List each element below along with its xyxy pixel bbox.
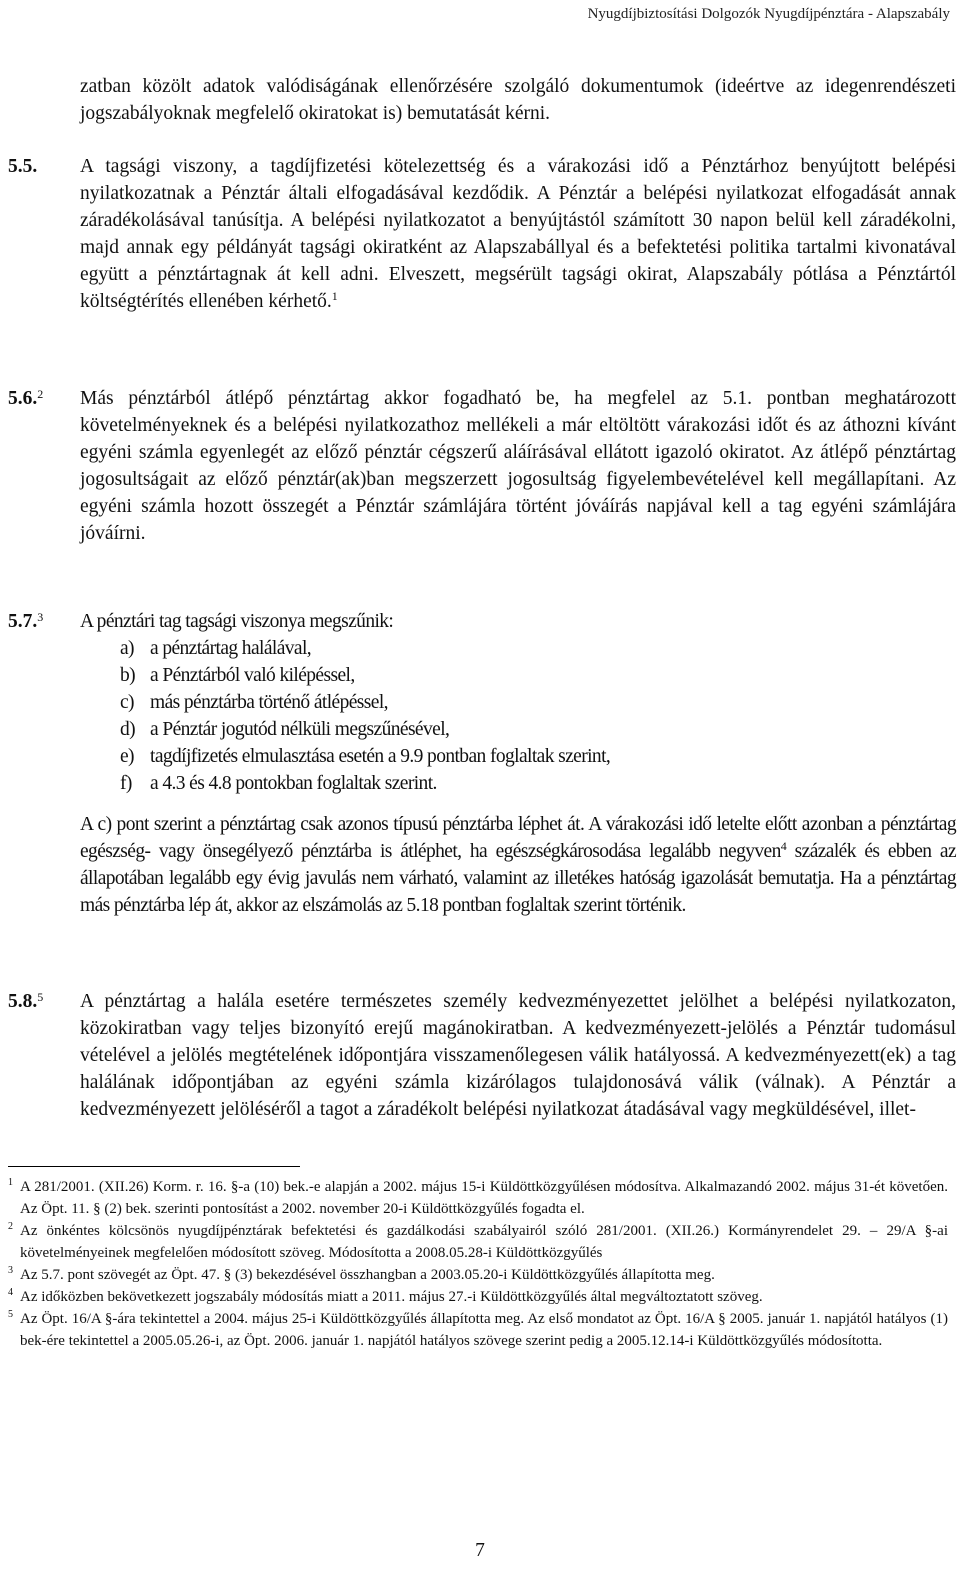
page-number: 7 — [475, 1540, 485, 1561]
list-item-label: c) — [120, 692, 134, 713]
list-item — [120, 716, 956, 743]
list-item-text: a pénztártag halálával, — [150, 638, 312, 659]
footnote-ref-1[interactable]: 1 — [331, 289, 338, 303]
section-5-5-text — [80, 153, 956, 315]
section-number-5-8 — [8, 988, 43, 1015]
list-item — [120, 770, 956, 797]
list-item-text: a Pénztár jogutód nélküli megszűnésével, — [150, 719, 450, 740]
section-5-7-intro: A pénztári tag tagsági viszonya megszűnik: — [80, 611, 394, 632]
footnote-text: A 281/2001. (XII.26) Korm. r. 16. §-a (10) bek.-e alapján a 2002. május 15-i Küldöttközgyűlésen módosítva. Alkalmazandó 2002. május 31-ét követően. Az Öpt. 11. § (2) bek. szerinti pontosítást a 2002. november 20-i Küldöttközgyűlés fogadta el. — [20, 1179, 948, 1217]
list-item-text: a 4.3 és 4.8 pontokban foglaltak szerint. — [150, 773, 437, 794]
section-5-8-text: A pénztártag a halála esetére természetes személy kedvezményezettet jelölhet a belépési nyilatkozaton, közokiratban vagy teljes bizonyító erejű magánokiratban. A kedvezményezett-jelölés a Pénztár tudomásul vételével a jelölés megtételének időpontjára visszamenőlegesen válik hatályossá. A kedvezményezett(ek) a tag halálának időpontjában az egyéni számla kizárólagos tulajdonosává válik (válnak). A Pénztár a kedvezményezett jelöléséről a tagot a záradékolt belépési nyilatkozat átadásával vagy megküldésével, illet- — [80, 991, 956, 1120]
list-item-label: a) — [120, 638, 134, 659]
footnote-ref-3[interactable]: 3 — [37, 610, 44, 624]
list-item-text: a Pénztárból való kilépéssel, — [150, 665, 355, 686]
list-item-label: e) — [120, 746, 134, 767]
running-header: Nyugdíjbiztosítási Dolgozók Nyugdíjpénztára - Alapszabály — [587, 6, 950, 22]
footnotes — [8, 1176, 948, 1352]
section-5-6-text: Más pénztárból átlépő pénztártag akkor fogadható be, ha megfelel az 5.1. pontban meghatározott követelményeknek és a belépési nyilatkozathoz mellékeli a már eltöltött várakozási időt és az áthozni kívánt egyéni számla egyenlegét az előző pénztár cégszerű aláírásával ellátott igazoló okiratot. Az átlépő pénztártag jogosultságait az előző pénztár(ak)ban megszerzett jogosultság figyelembevételével kell megállapítani. Az egyéni számla hozott összegét a Pénztár számlájára történt jóváírás napjával kell a tag egyéni számlájára jóváírni. — [80, 388, 956, 544]
section-number-text: 5.6. — [8, 388, 38, 409]
list-item — [120, 635, 956, 662]
footnote-number: 4 — [8, 1287, 13, 1298]
section-5-5-body: A tagsági viszony, a tagdíjfizetési kötelezettség és a várakozási idő a Pénztárhoz benyújtott belépési nyilatkozatnak a Pénztár általi elfogadásával kezdődik. A Pénztár a belépési nyilatkozat elfogadását annak záradékolásával tanúsítja. A belépési nyilatkozatot a benyújtástól számított 30 napon belül kell záradékolni, majd annak egy példányát tagsági okiratként az Alapszabállyal és a befektetési politika tartalmi kivonatával együtt a pénztártagnak át kell adni. Elveszett, megsérült tagsági okirat, Alapszabály pótlása a Pénztártól költségtérítés ellenében kérhető. — [80, 156, 956, 312]
section-5-7 — [80, 608, 956, 919]
footnote-number: 5 — [8, 1309, 13, 1320]
section-5-5 — [80, 153, 956, 315]
intro-paragraph — [80, 73, 956, 127]
section-5-6 — [80, 385, 956, 547]
list-item — [120, 689, 956, 716]
footnote-text: Az önkéntes kölcsönös nyugdíjpénztárak befektetési és gazdálkodási szabályairól szóló 281/2001. (XII.26.) Kormányrendelet 29. – 29/A §-ai követelményeinek megfelelően módosított szöveg. Módosította a 2008.05.28-i Küldöttközgyűlés — [20, 1223, 948, 1261]
footnote-2 — [8, 1220, 948, 1264]
list-item — [120, 662, 956, 689]
footnote-5 — [8, 1308, 948, 1352]
section-5-7-after — [80, 811, 956, 919]
section-number-5-6 — [8, 385, 43, 412]
intro-text: zatban közölt adatok valódiságának ellenőrzésére szolgáló dokumentumok (ideértve az idegenrendészeti jogszabályoknak megfelelő okiratokat is) bemutatását kérni. — [80, 76, 956, 124]
footnote-ref-2[interactable]: 2 — [37, 387, 44, 401]
footnote-number: 2 — [8, 1221, 13, 1232]
footnote-divider — [8, 1166, 300, 1167]
footnote-ref-4[interactable]: 4 — [780, 839, 787, 853]
section-number-5-7 — [8, 608, 43, 635]
footnote-text: Az 5.7. pont szövegét az Öpt. 47. § (3) bekezdésével összhangban a 2003.05.20-i Küldöttközgyűlés állapította meg. — [20, 1267, 715, 1283]
list-item-label: f) — [120, 773, 132, 794]
footnote-number: 1 — [8, 1177, 13, 1188]
termination-list — [80, 635, 956, 797]
footnote-ref-5[interactable]: 5 — [37, 990, 44, 1004]
list-item-text: tagdíjfizetés elmulasztása esetén a 9.9 pontban foglaltak szerint, — [150, 746, 611, 767]
section-5-7-after-part2: százalék és ebben az állapotában legalább egy évig javulás nem várható, valamint az illetékes hatóság igazolását bemutatja. Ha a pénztártag más pénztárba lép át, akkor az elszámolás az 5.18 pontban foglaltak szerint történik. — [80, 841, 957, 916]
footnote-4 — [8, 1286, 948, 1308]
section-number-text: 5.7. — [8, 611, 38, 632]
list-item — [120, 743, 956, 770]
footnote-number: 3 — [8, 1265, 13, 1276]
section-5-8 — [80, 988, 956, 1123]
section-number-text: 5.5. — [8, 156, 38, 177]
section-5-7-after-part1: A c) pont szerint a pénztártag csak azonos típusú pénztárba léphet át. A várakozási idő letelte előtt azonban a pénztártag egészség- vagy önsegélyező pénztárba is átléphet, ha egészségkárosodása legalább negyven — [80, 814, 956, 862]
footnote-text: Az időközben bekövetkezett jogszabály módosítás miatt a 2011. május 27.-i Küldöttközgyűlés által megváltoztatott szöveg. — [20, 1289, 763, 1305]
list-item-text: más pénztárba történő átlépéssel, — [150, 692, 388, 713]
footnote-1 — [8, 1176, 948, 1220]
footnote-text: Az Öpt. 16/A §-ára tekintettel a 2004. május 25-i Küldöttközgyűlés állapította meg. Az első mondatot az Öpt. 16/A § 2005. január 1. napjától hatályos (1) bek-ére tekintettel a 2005.05.26-i, az Öpt. 2006. január 1. napjától hatályos szövege szerint pedig a 2005.12.14-i Küldöttközgyűlés módosította. — [20, 1311, 948, 1349]
list-item-label: b) — [120, 665, 136, 686]
section-number-text: 5.8. — [8, 991, 38, 1012]
list-item-label: d) — [120, 719, 136, 740]
footnote-3 — [8, 1264, 948, 1286]
section-number-5-5 — [8, 153, 37, 180]
